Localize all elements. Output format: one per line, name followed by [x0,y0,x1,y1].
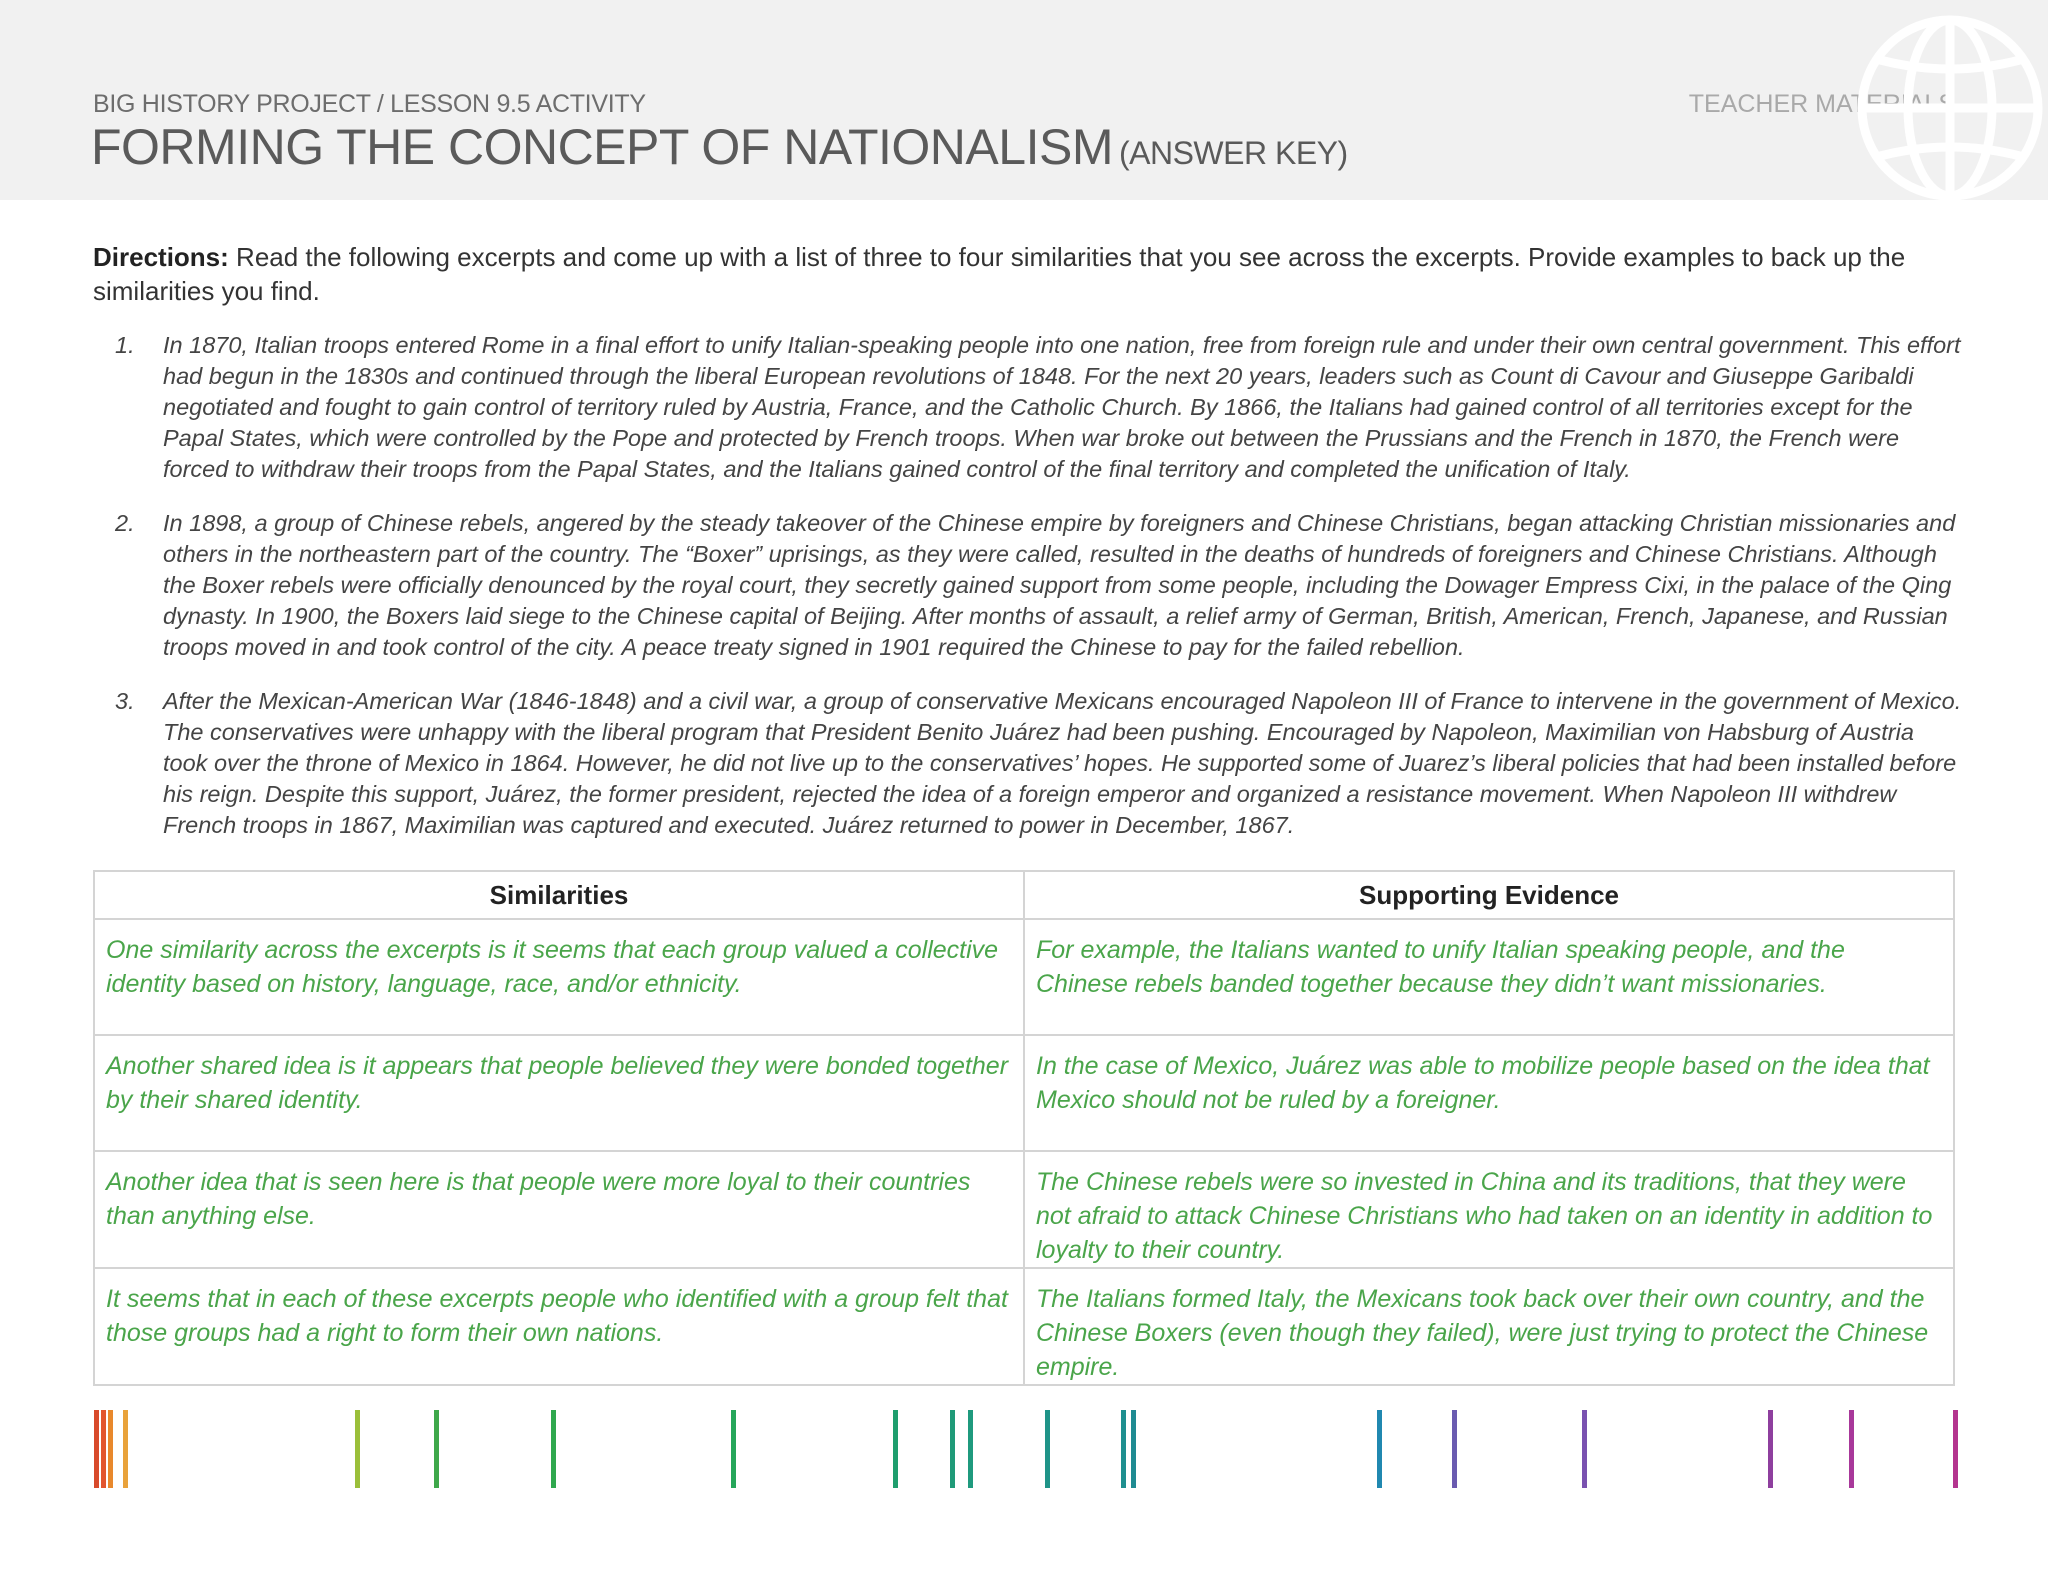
lesson-kicker: BIG HISTORY PROJECT / LESSON 9.5 ACTIVITY [93,90,646,118]
excerpt-number: 2. [115,510,135,536]
timeline-bar [950,1410,955,1488]
excerpt-item [93,686,1963,841]
evidence-cell: In the case of Mexico, Juárez was able to mobilize people based on the idea that Mexico should not be ruled by a foreigner. [1024,1035,1954,1151]
teacher-materials-badge: TEACHER MATERIALS [1688,90,1955,118]
timeline-bar [355,1410,360,1488]
timeline-bar [1452,1410,1457,1488]
timeline-bar [731,1410,736,1488]
similarity-cell: One similarity across the excerpts is it seems that each group valued a collective identity based on history, language, race, and/or ethnicity. [94,919,1024,1035]
globe-icon [1850,8,2048,200]
evidence-cell: The Chinese rebels were so invested in China and its traditions, that they were not afraid to attack Chinese Christians who had taken on an identity in addition to loyalty to their country. [1024,1151,1954,1268]
similarity-cell: Another shared idea is it appears that people believed they were bonded together by their shared identity. [94,1035,1024,1151]
table-row [94,1268,1954,1385]
header-supporting-evidence: Supporting Evidence [1024,871,1954,919]
timeline-bar [1121,1410,1126,1488]
similarities-table [93,870,1955,1386]
timeline-bar [1377,1410,1382,1488]
excerpt-text: In 1898, a group of Chinese rebels, angered by the steady takeover of the Chinese empire by foreigners and Chinese Christians, began attacking Christian missionaries and others in the northeastern part of the country. The “Boxer” uprisings, as they were called, resulted in the deaths of hundreds of foreigners and Chinese Christians. Although the Boxer rebels were officially denounced by the royal court, they secretly gained support from some people, including the Dowager Empress Cixi, in the palace of the Qing dynasty. In 1900, the Boxers laid siege to the Chinese capital of Beijing. After months of assault, a relief army of German, British, American, French, Japanese, and Russian troops moved in and took control of the city. A peace treaty signed in 1901 required the Chinese to pay for the failed rebellion. [163,510,1956,660]
header-similarities: Similarities [94,871,1024,919]
directions-text: Read the following excerpts and come up with a list of three to four similarities that you see across the excerpts. Provide examples to back up the similarities you find. [93,242,1906,306]
excerpt-number: 1. [115,332,135,358]
page-header [0,0,2048,200]
excerpt-item [93,508,1963,663]
excerpt-item [93,330,1963,485]
table-row [94,1151,1954,1268]
timeline-bar [101,1410,106,1488]
table-row [94,919,1954,1035]
directions [93,240,1953,308]
timeline-bar [434,1410,439,1488]
timeline-bar [94,1410,99,1488]
excerpt-number: 3. [115,688,135,714]
timeline-bars [0,1410,2048,1490]
page-title [91,118,1348,176]
evidence-cell: The Italians formed Italy, the Mexicans took back over their own country, and the Chinese Boxers (even though they failed), were just trying to protect the Chinese empire. [1024,1268,1954,1385]
evidence-cell: For example, the Italians wanted to unify Italian speaking people, and the Chinese rebels banded together because they didn’t want missionaries. [1024,919,1954,1035]
table-header-row [94,871,1954,919]
similarity-cell: Another idea that is seen here is that people were more loyal to their countries than anything else. [94,1151,1024,1268]
timeline-bar [551,1410,556,1488]
directions-label: Directions: [93,242,229,272]
timeline-bar [968,1410,973,1488]
timeline-bar [893,1410,898,1488]
timeline-bar [1582,1410,1587,1488]
timeline-bar [1131,1410,1136,1488]
table-row [94,1035,1954,1151]
excerpt-list [93,330,1963,864]
title-main: FORMING THE CONCEPT OF NATIONALISM [91,119,1113,175]
timeline-bar [1768,1410,1773,1488]
excerpt-text: After the Mexican-American War (1846-1848) and a civil war, a group of conservative Mexicans encouraged Napoleon III of France to intervene in the government of Mexico. The conservatives were unhappy with the liberal program that President Benito Juárez had been pushing. Encouraged by Napoleon, Maximilian von Habsburg of Austria took over the throne of Mexico in 1864. However, he did not live up to the conservatives’ hopes. He supported some of Juarez’s liberal policies that had been installed before his reign. Despite this support, Juárez, the former president, rejected the idea of a foreign emperor and organized a resistance movement. When Napoleon III withdrew French troops in 1867, Maximilian was captured and executed. Juárez returned to power in December, 1867. [163,688,1962,838]
similarity-cell: It seems that in each of these excerpts people who identified with a group felt that those groups had a right to form their own nations. [94,1268,1024,1385]
title-sub: (ANSWER KEY) [1118,135,1348,171]
timeline-bar [1849,1410,1854,1488]
timeline-bar [1953,1410,1958,1488]
excerpt-text: In 1870, Italian troops entered Rome in a final effort to unify Italian-speaking people into one nation, free from foreign rule and under their own central government. This effort had begun in the 1830s and continued through the liberal European revolutions of 1848. For the next 20 years, leaders such as Count di Cavour and Giuseppe Garibaldi negotiated and fought to gain control of territory ruled by Austria, France, and the Catholic Church. By 1866, the Italians had gained control of all territories except for the Papal States, which were controlled by the Pope and protected by French troops. When war broke out between the Prussians and the French in 1870, the French were forced to withdraw their troops from the Papal States, and the Italians gained control of the final territory and completed the unification of Italy. [163,332,1961,482]
timeline-bar [108,1410,113,1488]
timeline-bar [1045,1410,1050,1488]
timeline-bar [123,1410,128,1488]
